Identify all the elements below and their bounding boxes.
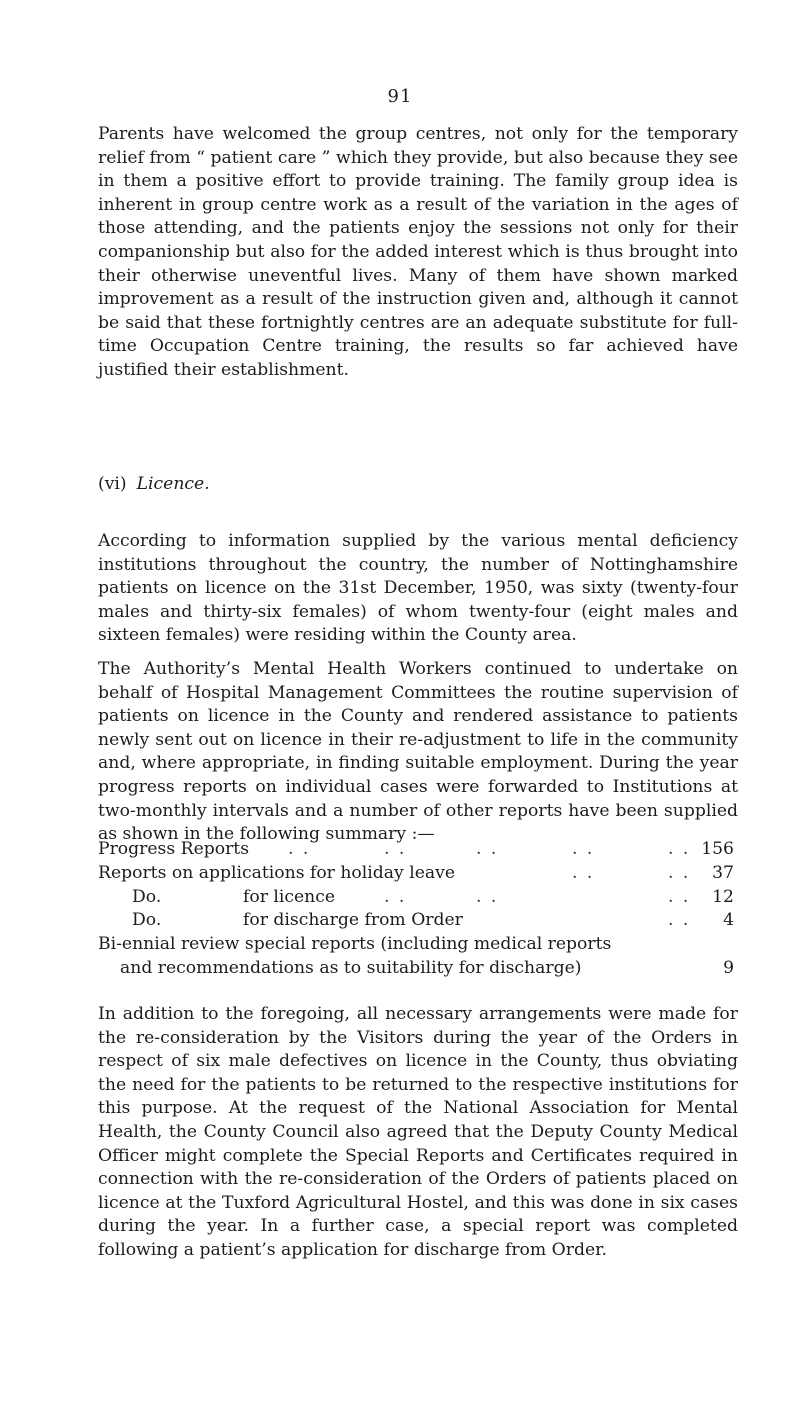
summary-row-discharge: [98, 909, 738, 933]
leader-dots: . .: [668, 910, 691, 931]
summary-label: Progress Reports: [98, 839, 250, 859]
paragraph-licence-numbers: According to information supplied by the various mental deficiency institutions throughout the country, the number of Nottinghamshire patients on licence on the 31st December, 1950, was sixty (twenty-four males and thirty-six females) of whom twenty-four (eight males and sixteen females) were residing within the County area.: [98, 531, 738, 646]
leader-dots: . .: [476, 886, 499, 907]
summary-label: Bi-ennial review special reports (including medical reports: [98, 934, 612, 955]
leader-dots: . .: [572, 862, 595, 883]
summary-row-licence: [98, 886, 738, 910]
ditto-label: Do.: [132, 886, 162, 907]
paragraph-reconsideration: In addition to the foregoing, all necessary arrangements were made for the re-consideration by the Visitors during the year of the Orders in respect of six male defectives on licence in the County, thus obviating the need for the patients to be returned to the respective institutions for this purpose. At the request of the National Association for Mental Health, the County Council also agreed that the Deputy County Medical Officer might complete the Special Reports and Certificates required in connection with the re-consideration of the Orders of patients placed on licence at the Tuxford Agricultural Hostel, and this was done in six cases during the year. In a further case, a special report was completed following a patient’s application for discharge from Order.: [98, 1004, 738, 1260]
leader-dots: . .: [668, 862, 691, 883]
page-number: 91: [387, 86, 413, 107]
summary-row-progress: [98, 838, 738, 862]
ditto-label: Do.: [132, 910, 162, 931]
summary-row-biennial-line2: [98, 957, 738, 981]
summary-label: Reports on applications for holiday leave: [98, 862, 455, 883]
leader-dots: . .: [384, 839, 407, 859]
summary-label: for licence: [243, 886, 336, 907]
leader-dots: . .: [572, 839, 595, 859]
summary-value: 37: [712, 862, 734, 883]
summary-row-holiday: [98, 862, 738, 886]
paragraph-mental-health-workers: The Authority’s Mental Health Workers continued to undertake on behalf of Hospital Management Committees the routine supervision of patients on licence in the County and rendered assistance to patients newly sent out on licence in their re-adjustment to life in the community and, where appropriate, in finding suitable employment. During the year progress reports on individual cases were forwarded to Institutions at two-monthly intervals and a number of other reports have been supplied as shown in the following summary :—: [98, 659, 738, 845]
leader-dots: . .: [476, 839, 499, 859]
summary-value: 12: [712, 886, 734, 907]
leader-dots: . .: [384, 886, 407, 907]
summary-value: 4: [723, 910, 734, 931]
summary-label: and recommendations as to suitability for discharge): [120, 957, 582, 978]
section-heading: [98, 474, 210, 494]
paragraph-group-centres: Parents have welcomed the group centres, not only for the temporary relief from “ patient care ” which they provide, but also because they see in them a positive effort to provide training. The family group idea is inherent in group centre work as a result of the variation in the ages of those attending, and the patients enjoy the sessions not only for their companionship but also for the added interest which is thus brought into their otherwise uneventful lives. Many of them have shown marked improvement as a result of the instruction given and, although it cannot be said that these fortnightly centres are an adequate substitute for full-time Occupation Centre training, the results so far achieved have justified their establishment.: [98, 124, 738, 380]
leader-dots: . .: [668, 839, 691, 859]
summary-label: for discharge from Order: [243, 910, 463, 931]
summary-value: 9: [723, 957, 734, 978]
summary-value: 156: [701, 839, 734, 859]
section-number: (vi): [98, 474, 127, 494]
reports-summary-table: [98, 838, 738, 981]
leader-dots: . .: [668, 886, 691, 907]
summary-row-biennial-line1: [98, 933, 738, 957]
section-title: Licence.: [136, 474, 210, 494]
leader-dots: . .: [288, 839, 311, 859]
